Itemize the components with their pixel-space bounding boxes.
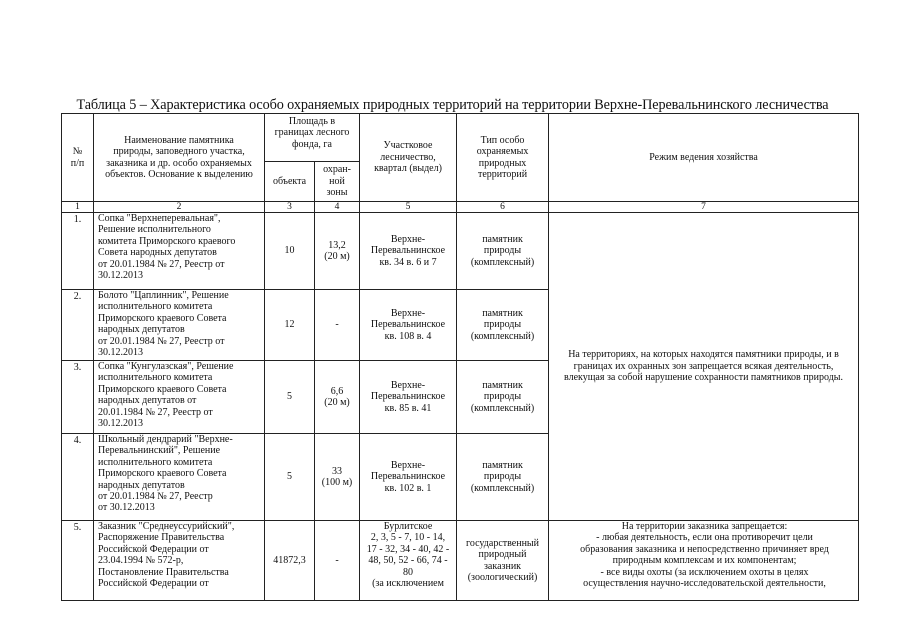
column-number: 3: [265, 202, 315, 213]
column-number: 4: [315, 202, 360, 213]
row-name: Сопка "Верхнеперевальная", Решение исполнительного комитета Приморского краевого Совета народных депутатов от 20.01.1984 № 27, Реестр от 30.12.2013: [94, 213, 265, 290]
row-area-zone: -: [315, 290, 360, 361]
row-number: 3.: [62, 361, 94, 434]
row-location: Верхне- Перевальнинское кв. 85 в. 41: [360, 361, 457, 434]
row-regime: На территории заказника запрещается: - любая деятельность, если она противоречит цели образования заказника и непосредственно причиняет вред природным комплексам и их компонентам; - все виды охоты (за исключением охоты в целях осуществления научно-исследовательской деятельности,: [549, 521, 859, 601]
row-type: памятник природы (комплексный): [457, 290, 549, 361]
row-type: памятник природы (комплексный): [457, 213, 549, 290]
row-number: 4.: [62, 434, 94, 521]
row-area-zone: 6,6 (20 м): [315, 361, 360, 434]
header-location: Участковое лесничество, квартал (выдел): [360, 114, 457, 202]
page-title: Таблица 5 – Характеристика особо охраняемых природных территорий на территории Верхне-Перевальнинского лесничества: [76, 97, 829, 113]
row-area-zone: 33 (100 м): [315, 434, 360, 521]
header-area: Площадь в границах лесного фонда, га: [265, 114, 360, 162]
row-area-object: 5: [265, 361, 315, 434]
header-name: Наименование памятника природы, заповедного участка, заказника и др. особо охраняемых объектов. Основание к выделению: [94, 114, 265, 202]
row-name: Заказник "Среднеуссурийский", Распоряжение Правительства Российской Федерации от 23.04.1994 № 572-р, Постановление Правительства Российской Федерации от: [94, 521, 265, 601]
row-area-zone: -: [315, 521, 360, 601]
header-area-object: объекта: [265, 162, 315, 202]
row-type: памятник природы (комплексный): [457, 434, 549, 521]
header-regime: Режим ведения хозяйства: [549, 114, 859, 202]
row-number: 1.: [62, 213, 94, 290]
row-area-object: 12: [265, 290, 315, 361]
header-area-zone: охран- ной зоны: [315, 162, 360, 202]
column-number: 7: [549, 202, 859, 213]
row-location: Верхне- Перевальнинское кв. 108 в. 4: [360, 290, 457, 361]
row-name: Школьный дендрарий "Верхне- Перевальнинский", Решение исполнительного комитета Приморского краевого Совета народных депутатов от 20.01.1984 № 27, Реестр от 30.12.2013: [94, 434, 265, 521]
row-name: Болото "Цаплинник", Решение исполнительного комитета Приморского краевого Совета народных депутатов от 20.01.1984 № 27, Реестр от 30.12.2013: [94, 290, 265, 361]
column-number: 1: [62, 202, 94, 213]
row-area-zone: 13,2 (20 м): [315, 213, 360, 290]
row-number: 2.: [62, 290, 94, 361]
row-type: памятник природы (комплексный): [457, 361, 549, 434]
header-num: № п/п: [62, 114, 94, 202]
row-area-object: 41872,3: [265, 521, 315, 601]
row-location: Верхне- Перевальнинское кв. 34 в. 6 и 7: [360, 213, 457, 290]
header-row: [62, 114, 859, 162]
column-number: 2: [94, 202, 265, 213]
row-location: Верхне- Перевальнинское кв. 102 в. 1: [360, 434, 457, 521]
row-type: государственный природный заказник (зоологический): [457, 521, 549, 601]
header-type: Тип особо охраняемых природных территорий: [457, 114, 549, 202]
table-row: [62, 213, 859, 290]
row-area-object: 5: [265, 434, 315, 521]
row-location: Бурлитское 2, 3, 5 - 7, 10 - 14, 17 - 32, 34 - 40, 42 - 48, 50, 52 - 66, 74 - 80 (за исключением: [360, 521, 457, 601]
table-row: [62, 521, 859, 601]
column-number: 5: [360, 202, 457, 213]
row-number: 5.: [62, 521, 94, 601]
regime-monuments: На территориях, на которых находятся памятники природы, и в границах их охранных зон запрещается всякая деятельность, влекущая за собой нарушение сохранности памятников природы.: [549, 213, 859, 521]
row-name: Сопка "Кунгулазская", Решение исполнительного комитета Приморского краевого Совета народных депутатов от 20.01.1984 № 27, Реестр от 30.12.2013: [94, 361, 265, 434]
column-numbers-row: [62, 202, 859, 213]
column-number: 6: [457, 202, 549, 213]
protected-areas-table: [61, 113, 859, 601]
row-area-object: 10: [265, 213, 315, 290]
